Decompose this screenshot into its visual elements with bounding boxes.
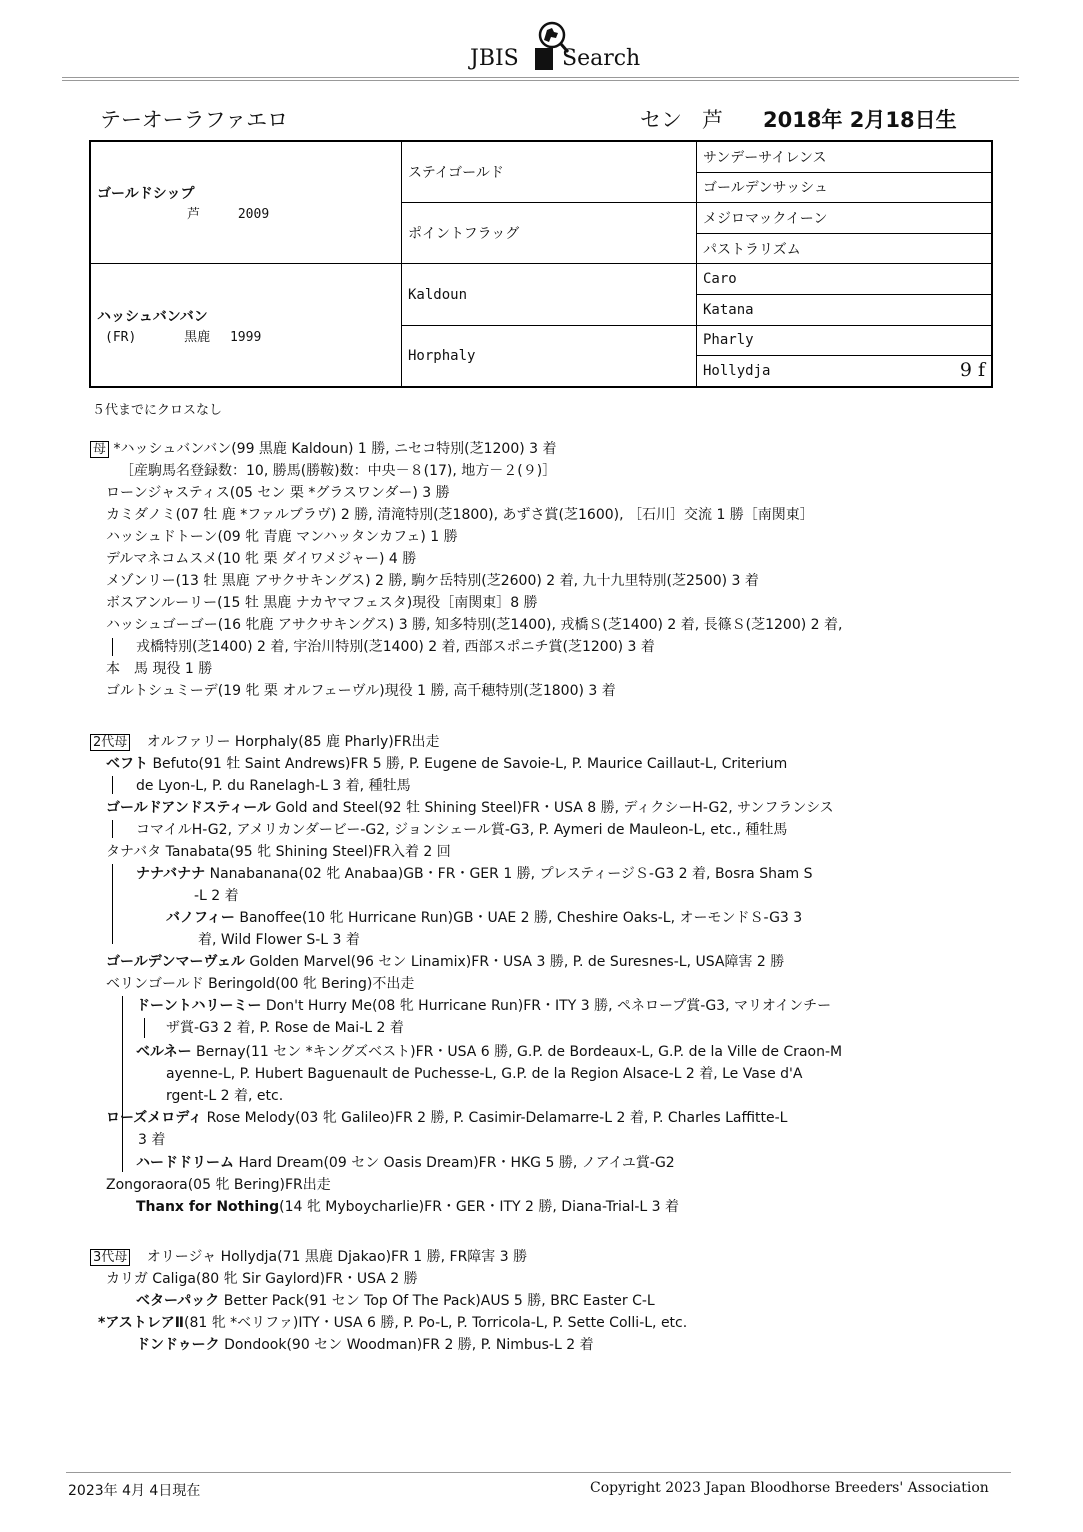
dam-dam-sire: Pharly: [697, 325, 993, 356]
g2-line-1: de Lyon-L, P. du Ranelagh-L 3 着, 種牡馬: [136, 778, 411, 794]
g2-line-20-name: Thanx for Nothing: [136, 1199, 280, 1215]
header-divider-2: [62, 80, 1019, 81]
dam-line-3: カミダノミ(07 牡 鹿 *ファルブラヴ) 2 勝, 清滝特別(芝1800), あずさ賞(芝1600), ［石川］交流 1 勝［南関東］: [106, 507, 814, 523]
g3-line-2: [98, 1312, 687, 1334]
footer-divider: [66, 1472, 1011, 1473]
footer-copyright: Copyright 2023 Japan Bloodhorse Breeders' Association: [590, 1480, 989, 1496]
g2-line-4: タナバタ Tanabata(95 牝 Shining Steel)FR入着 2 回: [106, 844, 451, 860]
sire-sire: ステイゴールド: [402, 141, 697, 203]
dam-sire: Kaldoun: [402, 264, 697, 325]
g3-tag: 3代母: [90, 1249, 130, 1266]
horse-title-row: [100, 104, 1000, 134]
dam-dam-dam-cell: [697, 356, 993, 387]
footer-date: 2023年 4月 4日現在: [68, 1483, 201, 1499]
horse-color: 芦: [702, 108, 723, 132]
sire-sire-dam: ゴールデンサッシュ: [697, 172, 993, 203]
dam-line-10: 本 馬 現役 1 勝: [106, 661, 213, 677]
g2-line-3: コマイルH-G2, アメリカンダービー-G2, ジョンシェール賞-G3, P. Aymeri de Mauleon-L, etc., 種牡馬: [136, 822, 788, 838]
g2-line-12: ザ賞-G3 2 着, P. Rose de Mai-L 2 着: [166, 1020, 404, 1036]
tree-bar: [112, 864, 113, 944]
g3-head: オリージャ Hollydja(71 黒鹿 Djakao)FR 1 勝, FR障害 3 勝: [146, 1249, 528, 1265]
dam-origin: (FR): [105, 329, 137, 345]
g2-line-7: [166, 907, 802, 929]
g3-line-3-name: ドンドゥーク: [136, 1337, 220, 1353]
horse-birthdate: 2018年 2月18日生: [763, 108, 957, 132]
dam-info: [97, 326, 395, 345]
g3-line-1-name: ベターパック: [136, 1293, 220, 1309]
sire-sire-sire: サンデーサイレンス: [697, 141, 993, 172]
g2-line-9-text: Golden Marvel(96 セン Linamix)FR・USA 3 勝, P. de Suresnes-L, USA障害 2 勝: [244, 954, 785, 970]
g2-line-15: rgent-L 2 着, etc.: [166, 1088, 284, 1104]
dam-line-9: 戎橋特別(芝1400) 2 着, 宇治川特別(芝1400) 2 着, 西部スポニチ賞(芝1200) 3 着: [136, 639, 655, 655]
sire-color: 芦: [187, 207, 201, 223]
dam-line-2: ローンジャスティス(05 セン 栗 *グラスワンダー) 3 勝: [106, 485, 450, 501]
dam-year: 1999: [229, 329, 262, 345]
dam-dam: Horphaly: [402, 325, 697, 387]
tree-bar: [112, 820, 113, 838]
dam-line-7: ボスアンルーリー(15 牡 黒鹿 ナカヤマフェスタ)現役［南関東］8 勝: [106, 595, 538, 611]
g2-line-0: [106, 753, 787, 775]
g2-line-5: [136, 863, 813, 885]
tree-bar: [144, 1018, 145, 1038]
dam-tag: 母: [90, 441, 109, 458]
horse-sex: セン: [640, 108, 682, 132]
dam-name: ハッシュバンバン: [97, 308, 208, 325]
g2-heading: [90, 731, 440, 754]
g2-line-13-name: ベルネー: [136, 1044, 192, 1060]
dam-color: 黒鹿: [184, 329, 211, 345]
g2-line-18-name: ハードドリーム: [136, 1155, 234, 1171]
g2-line-2-name: ゴールドアンドスティール: [106, 800, 271, 816]
g2-line-11-text: Don't Hurry Me(08 牝 Hurricane Run)FR・ITY 3 勝, ペネロープ賞-G3, マリオインチー: [261, 998, 832, 1014]
g2-line-16: [106, 1107, 787, 1129]
g3-line-3: [136, 1334, 594, 1356]
g2-line-6: -L 2 着: [194, 888, 239, 904]
g2-line-14: ayenne-L, P. Hubert Baguenault de Puchesse-L, G.P. de la Region Alsace-L 2 着, Le Vase d'A: [166, 1066, 803, 1082]
sire-dam-sire: メジロマックイーン: [697, 203, 993, 234]
dam-line-8: ハッシュゴーゴー(16 牝鹿 アサクサキングス) 3 勝, 知多特別(芝1400), 戎橋Ｓ(芝1400) 2 着, 長篠Ｓ(芝1200) 2 着,: [106, 617, 843, 633]
dam-line-1: ［産駒馬名登録数：10, 勝馬(勝鞍)数：中央－８(17), 地方－２(９)］: [120, 463, 557, 479]
g2-line-16-text: Rose Melody(03 牝 Galileo)FR 2 勝, P. Casimir-Delamarre-L 2 着, P. Charles Laffitte-L: [202, 1110, 788, 1126]
g2-line-5-text: Nanabanana(02 牝 Anabaa)GB・FR・GER 1 勝, プレスティージＳ-G3 2 着, Bosra Sham S: [205, 866, 813, 882]
inbreeding-mark: 9 f: [959, 359, 985, 382]
dam-line-5: デルマネコムスメ(10 牝 栗 ダイワメジャー) 4 勝: [106, 551, 417, 567]
g2-line-13-text: Bernay(11 セン *キングズベスト)FR・USA 6 勝, G.P. de Bordeaux-L, G.P. de la Ville de Craon-M: [191, 1044, 843, 1060]
sire-cell: [90, 141, 402, 264]
sire-dam-dam: パストラリズム: [697, 233, 993, 264]
dam-line-11: ゴルトシュミーデ(19 牝 栗 オルフェーヴル)現役 1 勝, 高千穂特別(芝1800) 3 着: [106, 683, 616, 699]
horse-name: テーオーラファエロ: [100, 108, 289, 132]
g3-line-1-text: Better Pack(91 セン Top Of The Pack)AUS 5 勝, BRC Easter C-L: [219, 1293, 655, 1309]
g2-line-11-name: ドーントハリーミー: [136, 998, 262, 1014]
g2-tag: 2代母: [90, 734, 130, 751]
g2-head: オルファリー Horphaly(85 鹿 Pharly)FR出走: [146, 734, 440, 750]
g2-line-18-text: Hard Dream(09 セン Oasis Dream)FR・HKG 5 勝, ノアイユ賞-G2: [234, 1155, 675, 1171]
g2-line-18: [136, 1152, 675, 1174]
sire-name: ゴールドシップ: [97, 186, 195, 203]
dam-line-6: メゾンリー(13 牡 黒鹿 アサクサキングス) 2 勝, 駒ケ岳特別(芝2600) 2 着, 九十九里特別(芝2500) 3 着: [106, 573, 759, 589]
pedigree-table: [89, 140, 993, 388]
dam-sire-sire: Caro: [697, 264, 993, 295]
g2-line-7-name: バノフィー: [166, 910, 235, 926]
g2-line-16-name: ローズメロディ: [106, 1110, 203, 1126]
g3-line-2-text: (81 牝 *ベリファ)ITY・USA 6 勝, P. Po-L, P. Torricola-L, P. Sette Colli-L, etc.: [183, 1315, 688, 1331]
g2-line-19: Zongoraora(05 牝 Bering)FR出走: [106, 1177, 331, 1193]
g2-line-2-text: Gold and Steel(92 牡 Shining Steel)FR・USA 8 勝, ディクシーH-G2, サンフランシス: [270, 800, 834, 816]
g2-line-2: [106, 797, 834, 819]
dam-sire-dam: Katana: [697, 295, 993, 326]
g2-line-10: ベリンゴールド Beringold(00 牝 Bering)不出走: [106, 976, 415, 992]
tree-bar: [112, 638, 113, 656]
g2-line-17: 3 着: [138, 1132, 166, 1148]
logo-search-text: Search: [562, 46, 641, 71]
dam-cell: [90, 264, 402, 387]
sire-info: [97, 203, 395, 222]
g3-heading: [90, 1246, 527, 1269]
g3-line-0: カリガ Caliga(80 牝 Sir Gaylord)FR・USA 2 勝: [106, 1271, 418, 1287]
tree-bar: [112, 776, 113, 794]
g2-line-0-name: ベフト: [106, 756, 148, 772]
jbis-search-logo: [470, 20, 640, 75]
logo-jbis-text: JBIS: [470, 46, 519, 71]
tree-bar: [122, 996, 123, 1172]
g2-line-20-text: (14 牝 Myboycharlie)FR・GER・ITY 2 勝, Diana-Trial-L 3 着: [279, 1199, 680, 1215]
g3-line-3-text: Dondook(90 セン Woodman)FR 2 勝, P. Nimbus-L 2 着: [219, 1337, 594, 1353]
g2-line-9-name: ゴールデンマーヴェル: [106, 954, 245, 970]
g2-line-9: [106, 951, 784, 973]
dam-line-0: *ハッシュバンバン(99 黒鹿 Kaldoun) 1 勝, ニセコ特別(芝1200) 3 着: [113, 441, 557, 457]
g3-line-1: [136, 1290, 655, 1312]
sire-year: 2009: [237, 207, 270, 223]
g2-line-0-text: Befuto(91 牡 Saint Andrews)FR 5 勝, P. Eugene de Savoie-L, P. Maurice Caillaut-L, Criterium: [148, 756, 788, 772]
g2-line-5-name: ナナバナナ: [136, 866, 206, 882]
dam-line-4: ハッシュドトーン(09 牝 青鹿 マンハッタンカフェ) 1 勝: [106, 529, 458, 545]
g2-line-7-text: Banoffee(10 牝 Hurricane Run)GB・UAE 2 勝, Cheshire Oaks-L, オーモンドＳ-G3 3: [234, 910, 803, 926]
g2-line-8: 着, Wild Flower S-L 3 着: [198, 932, 360, 948]
g2-line-11: [136, 995, 831, 1017]
g2-line-13: [136, 1041, 842, 1063]
sire-dam: ポイントフラッグ: [402, 203, 697, 264]
cross-note: ５代までにクロスなし: [92, 403, 223, 418]
g2-line-20: [136, 1196, 679, 1218]
dam-heading: [90, 438, 557, 461]
header-divider: [62, 77, 1019, 78]
dam-dam-dam: Hollydja: [703, 363, 771, 380]
g3-line-2-name: *アストレアⅡ: [98, 1315, 184, 1331]
